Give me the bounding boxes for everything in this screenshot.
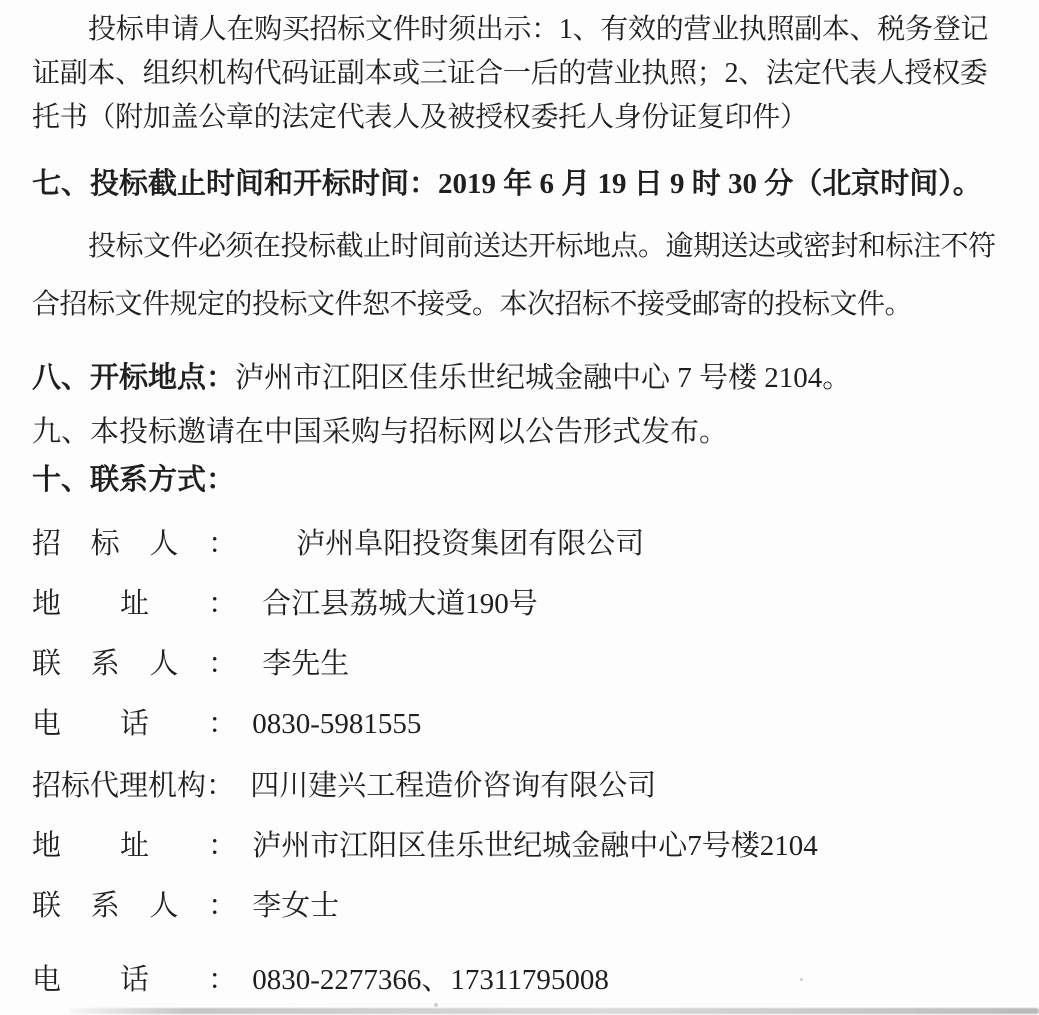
contact-row-agency-phone xyxy=(32,962,1011,998)
contact-label: 电话： xyxy=(32,708,237,740)
section-10-heading: 十、联系方式： xyxy=(32,464,236,496)
contact-row-tenderer-address xyxy=(32,586,1011,622)
intro-paragraph xyxy=(32,8,1011,140)
paragraph-line: 合招标文件规定的投标文件恕不接受。本次招标不接受邮寄的投标文件。 xyxy=(32,289,913,320)
paragraph-line: 证副本、组织机构代码证副本或三证合一后的营业执照；2、法定代表人授权委 xyxy=(32,58,988,89)
contact-label: 联系人： xyxy=(32,890,237,922)
section-7-label: 七、投标截止时间和开标时间： xyxy=(32,168,439,200)
contact-label: 招标代理机构： xyxy=(32,770,236,802)
contact-value: 李先生 xyxy=(262,648,350,680)
section-7-datetime: 2019 年 6 月 19 日 9 时 30 分（北京时间）。 xyxy=(438,168,982,200)
contact-label: 电话： xyxy=(32,964,237,996)
scan-artifact-speck xyxy=(434,1003,438,1007)
contact-label: 地址： xyxy=(32,588,237,620)
section-9-text: 九、本投标邀请在中国采购与招标网以公告形式发布。 xyxy=(32,416,729,448)
contact-row-tenderer-person xyxy=(32,646,1011,682)
contact-label: 招标人： xyxy=(32,528,237,560)
section-8-heading xyxy=(32,358,1011,398)
paragraph-line: 投标申请人在购买招标文件时须出示：1、有效的营业执照副本、税务登记 xyxy=(88,14,989,45)
deadline-paragraph xyxy=(32,218,1011,334)
contact-value: 0830-5981555 xyxy=(252,708,422,740)
contact-row-agency-person xyxy=(32,888,1011,924)
section-8-address: 泸州市江阳区佳乐世纪城金融中心 7 号楼 2104。 xyxy=(235,362,852,394)
contact-value: 合江县荔城大道190号 xyxy=(262,588,538,620)
contact-row-agency-address xyxy=(32,828,1011,864)
paragraph-line: 托书（附加盖公章的法定代表人及被授权委托人身份证复印件） xyxy=(32,102,808,133)
contact-label: 地址： xyxy=(32,830,237,862)
paragraph-line: 投标文件必须在投标截止时间前送达开标地点。逾期送达或密封和标注不符 xyxy=(88,231,996,262)
scan-artifact-speck xyxy=(800,978,803,981)
contact-row-tenderer-phone xyxy=(32,706,1011,742)
contact-value: 李女士 xyxy=(252,890,340,922)
section-8-label: 八、开标地点： xyxy=(32,362,236,394)
contact-value: 四川建兴工程造价咨询有限公司 xyxy=(250,770,657,802)
contact-value: 泸州阜阳投资集团有限公司 xyxy=(296,528,645,560)
contact-row-agency-name xyxy=(32,768,1011,804)
contact-value: 泸州市江阳区佳乐世纪城金融中心7号楼2104 xyxy=(252,830,818,862)
contact-value: 0830-2277366、17311795008 xyxy=(252,964,609,996)
scan-artifact-smudge xyxy=(70,1008,1039,1014)
contact-row-tenderer-name xyxy=(32,526,1011,562)
section-7-heading xyxy=(32,164,1011,204)
contact-label: 联系人： xyxy=(32,648,237,680)
